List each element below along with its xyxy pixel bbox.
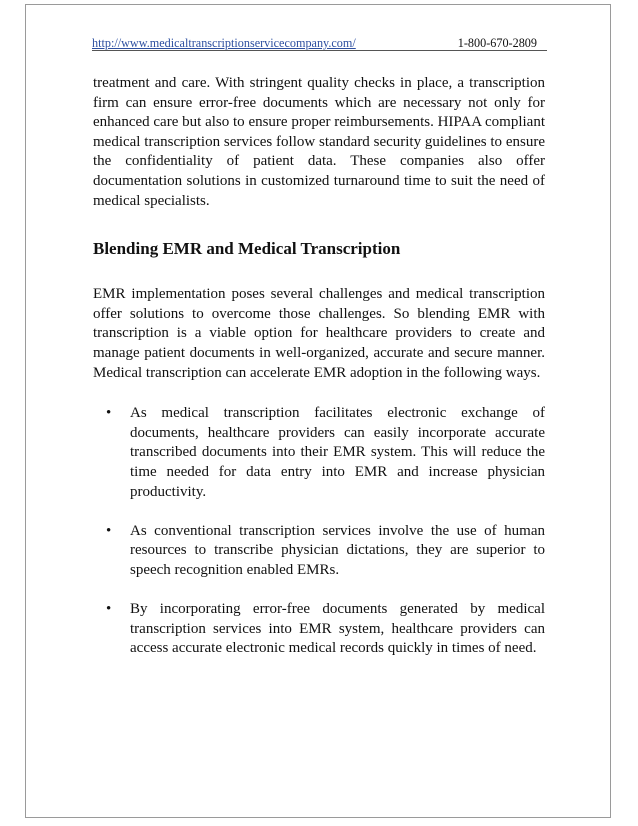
list-item — [93, 404, 545, 502]
header-divider — [92, 50, 547, 51]
header-phone-number: 1-800-670-2809 — [457, 36, 537, 50]
list-item — [93, 600, 545, 659]
bullet-icon: • — [106, 405, 112, 422]
list-item — [93, 522, 545, 581]
section-heading: Blending EMR and Medical Transcription — [93, 239, 401, 259]
bullet-icon: • — [106, 601, 112, 618]
header-url-link[interactable]: http://www.medicaltranscriptionservicecompany.com/ — [92, 36, 356, 50]
list-item-text: By incorporating error-free documents generated by medical transcription services into EMR system, healthcare providers can access accurate electronic medical records quickly in times of need. — [130, 601, 545, 657]
bullet-list — [93, 404, 545, 659]
section-paragraph: EMR implementation poses several challenges and medical transcription offer solutions to overcome those challenges. So blending EMR with transcription is a viable option for healthcare providers to create and manage patient documents in well-organized, accurate and secure manner. Medical transcription can accelerate EMR adoption in the following ways. — [93, 286, 545, 381]
list-item-text: As conventional transcription services involve the use of human resources to transcribe physician dictations, they are superior to speech recognition enabled EMRs. — [130, 522, 545, 578]
page-header — [92, 34, 547, 50]
document-body — [93, 74, 545, 678]
bullet-icon: • — [106, 522, 112, 539]
intro-paragraph: treatment and care. With stringent quality checks in place, a transcription firm can ensure error-free documents which are necessary not only for enhanced care but also to ensure proper reimbursements. HIPAA compliant medical transcription services follow standard security guidelines to ensure the confidentiality of patient data. These companies also offer documentation solutions in customized turnaround time to suit the need of medical specialists. — [93, 75, 545, 209]
list-item-text: As medical transcription facilitates electronic exchange of documents, healthcare providers can easily incorporate accurate transcribed documents into their EMR system. This will reduce the time needed for data entry into EMR and increase physician productivity. — [130, 405, 545, 500]
